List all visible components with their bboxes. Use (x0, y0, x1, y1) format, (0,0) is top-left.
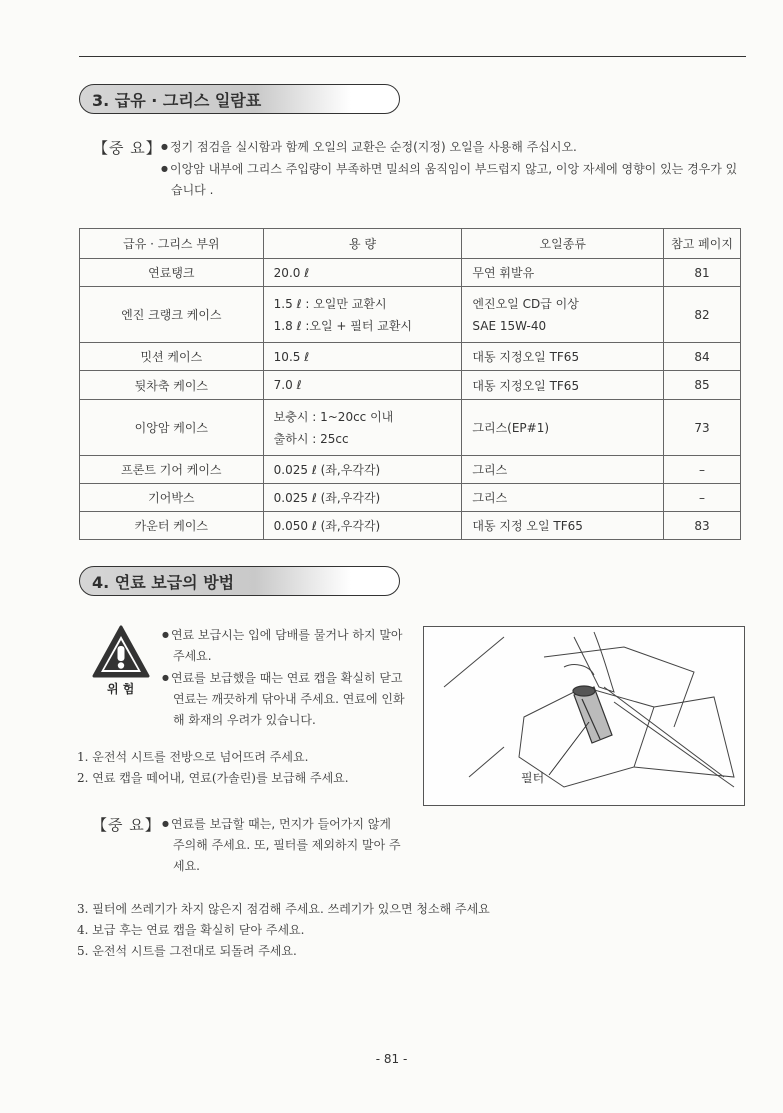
danger-label: 위 험 (107, 682, 135, 696)
cell-capacity: 0.050 ℓ (좌,우각각) (263, 512, 462, 540)
steps-1-2 (77, 747, 349, 789)
cell-part: 밋션 케이스 (80, 343, 264, 371)
table-row (80, 343, 741, 371)
table-row (80, 287, 741, 343)
important-line: ● 연료를 보급할 때는, 먼지가 들어가지 않게 (162, 813, 407, 835)
cell-oil-type: 대동 지정 오일 TF65 (462, 512, 664, 540)
cell-part: 연료탱크 (80, 259, 264, 287)
cell-oil-type: 대동 지정오일 TF65 (462, 343, 664, 371)
cell-capacity-line2: 1.8 ℓ :오일 + 필터 교환시 (273, 318, 413, 333)
step-3: 3. 필터에 쓰레기가 차지 않은지 점검해 주세요. 쓰레기가 있으면 청소해 주세요 (77, 902, 490, 916)
cell-capacity-line1: 보충시 : 1~20cc 이내 (273, 409, 394, 424)
step-4: 4. 보급 후는 연료 캡을 확실히 닫아 주세요. (77, 923, 305, 937)
page-number: - 81 - (375, 1052, 408, 1066)
cell-page: 81 (664, 259, 741, 287)
cell-capacity-line2: 출하시 : 25cc (273, 431, 349, 446)
section-4-title-text: 4. 연료 보급의 방법 (92, 572, 235, 592)
top-rule (79, 56, 746, 57)
important-label-2: 【중 요】 (92, 816, 161, 834)
warning-text (162, 624, 407, 731)
cell-capacity: 0.025 ℓ (좌,우각각) (263, 484, 462, 512)
cell-oil-type: 그리스 (462, 456, 664, 484)
warning-line: 주세요. (173, 649, 212, 663)
cell-capacity-line1: 1.5 ℓ : 오일만 교환시 (273, 296, 387, 311)
cell-page: 73 (664, 400, 741, 456)
table-row (80, 512, 741, 540)
warning-line: ● 연료 보급시는 입에 담배를 물거나 하지 말아 (162, 624, 407, 646)
cell-capacity: 7.0 ℓ (263, 371, 462, 400)
cell-oil-type-line1: 엔진오일 CD급 이상 (472, 296, 579, 311)
cell-page: 82 (664, 287, 741, 343)
important-line: 세요. (173, 859, 200, 873)
cell-part: 뒷차축 케이스 (80, 371, 264, 400)
table-header-row (80, 229, 741, 259)
cell-part: 이앙암 케이스 (80, 400, 264, 456)
cell-part: 엔진 크랭크 케이스 (80, 287, 264, 343)
col-header-part: 급유 · 그리스 부위 (80, 229, 264, 259)
fuel-tank-drawing (424, 627, 744, 805)
cell-capacity: 10.5 ℓ (263, 343, 462, 371)
cell-page: – (664, 456, 741, 484)
cell-page: 84 (664, 343, 741, 371)
note-1: ● 정기 점검을 실시함과 함께 오일의 교환은 순정(지정) 오일을 사용해 주십시오. (161, 136, 751, 158)
warning-line: ● 연료를 보급했을 때는 연료 캡을 확실히 닫고 (162, 667, 407, 689)
col-header-capacity: 용 량 (263, 229, 462, 259)
steps-3-5 (77, 899, 490, 962)
table-row (80, 400, 741, 456)
cell-capacity: 0.025 ℓ (좌,우각각) (263, 456, 462, 484)
cell-oil-type-line2: SAE 15W-40 (472, 318, 547, 333)
section-4-title (79, 566, 400, 596)
fuel-filter-illustration (423, 626, 745, 806)
warning-line: 연료는 깨끗하게 닦아내 주세요. 연료에 인화 (173, 692, 405, 706)
lubrication-table (79, 228, 741, 540)
cell-capacity: 20.0 ℓ (263, 259, 462, 287)
cell-part: 기어박스 (80, 484, 264, 512)
cell-oil-type: 그리스(EP#1) (462, 400, 664, 456)
warning-line: 해 화재의 우려가 있습니다. (173, 713, 316, 727)
cell-oil-type: 그리스 (462, 484, 664, 512)
important-line: 주의해 주세요. 또, 필터를 제외하지 말아 주 (173, 838, 401, 852)
filter-label: 필터 (521, 771, 545, 785)
cell-page: 85 (664, 371, 741, 400)
cell-page: 83 (664, 512, 741, 540)
table-row (80, 484, 741, 512)
cell-part: 카운터 케이스 (80, 512, 264, 540)
important-label: 【중 요】 (93, 139, 162, 157)
section-3-title (79, 84, 400, 114)
note-2: ● 이앙암 내부에 그리스 주입량이 부족하면 밀쇠의 움직임이 부드럽지 않고, 이앙 자세에 영향이 있는 경우가 있 (161, 158, 751, 180)
cell-oil-type (462, 287, 664, 343)
cell-capacity (263, 287, 462, 343)
note-2-cont: 습니다 . (171, 183, 214, 197)
step-1: 1. 운전석 시트를 전방으로 넘어뜨려 주세요. (77, 750, 309, 764)
important-fuel-note (162, 813, 407, 877)
col-header-page: 참고 페이지 (664, 229, 741, 259)
step-5: 5. 운전석 시트를 그전대로 되돌려 주세요. (77, 944, 297, 958)
important-notes (161, 136, 751, 201)
section-3-title-text: 3. 급유 · 그리스 일람표 (92, 90, 262, 110)
cell-oil-type: 무연 휘발유 (462, 259, 664, 287)
table-row (80, 259, 741, 287)
table-row (80, 371, 741, 400)
warning-triangle-icon (91, 624, 151, 680)
cell-part: 프론트 기어 케이스 (80, 456, 264, 484)
cell-oil-type: 대동 지정오일 TF65 (462, 371, 664, 400)
table-row (80, 456, 741, 484)
step-2: 2. 연료 캡을 떼어내, 연료(가솔린)를 보급해 주세요. (77, 771, 349, 785)
col-header-oil-type: 오일종류 (462, 229, 664, 259)
cell-capacity (263, 400, 462, 456)
cell-page: – (664, 484, 741, 512)
